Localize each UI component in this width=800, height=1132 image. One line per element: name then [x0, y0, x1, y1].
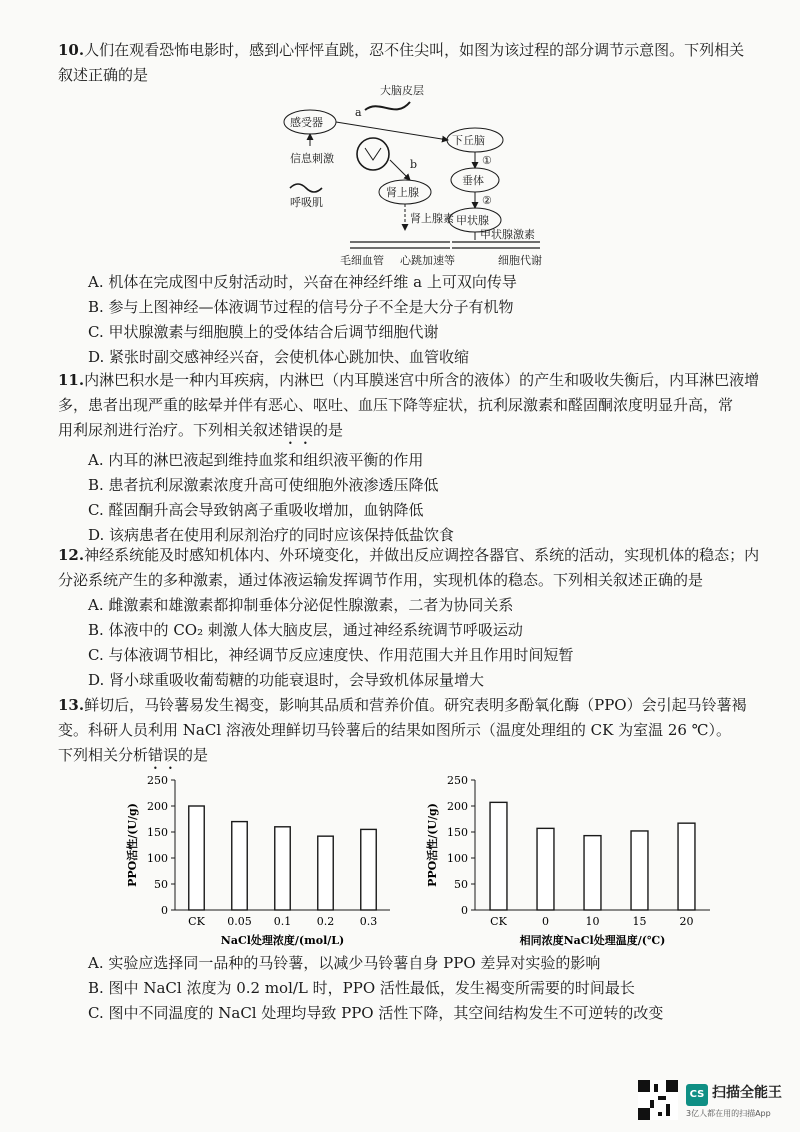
option-c: C. 与体液调节相比，神经调节反应速度快、作用范围大并且作用时间短暂	[88, 646, 574, 664]
scanner-watermark	[638, 1080, 798, 1126]
chart-nacl-concentration	[120, 770, 400, 950]
y-tick-label: 150	[147, 826, 168, 839]
question-stem	[58, 368, 778, 393]
label-breath-muscle: 呼吸肌	[290, 196, 323, 209]
option-a: A. 雌激素和雄激素都抑制垂体分泌促性腺激素，二者为协同关系	[88, 596, 514, 614]
spinal-cord-icon	[357, 138, 389, 170]
question-stem	[58, 693, 778, 718]
question-stem	[58, 543, 778, 568]
option-a: A. 实验应选择同一品种的马铃薯，以减少马铃薯自身 PPO 差异对实验的影响	[88, 954, 601, 972]
label-cortex: 大脑皮层	[380, 84, 424, 97]
y-tick-label: 200	[447, 800, 468, 813]
bar	[678, 823, 695, 910]
regulation-diagram	[270, 80, 570, 270]
x-tick-label: 0.05	[227, 915, 252, 928]
y-tick-label: 100	[447, 852, 468, 865]
x-tick-label: 0.1	[273, 915, 292, 928]
arrow-a	[336, 122, 448, 140]
app-name: 扫描全能王	[712, 1085, 782, 1101]
option-d: D. 该病患者在使用利尿剂治疗的同时应该保持低盐饮食	[88, 526, 455, 544]
y-tick-label: 200	[147, 800, 168, 813]
muscle-icon	[290, 184, 322, 192]
stem-text: 的是	[313, 421, 344, 439]
question-number: 10.	[58, 41, 85, 59]
x-tick-label: 20	[679, 915, 694, 928]
option-c: C. 甲状腺激素与细胞膜上的受体结合后调节细胞代谢	[88, 323, 439, 341]
option-a: A. 机体在完成图中反射活动时，兴奋在神经纤维 a 上可双向传导	[88, 273, 517, 291]
y-tick-label: 50	[454, 878, 468, 891]
bar	[318, 836, 333, 910]
label-adrenal: 肾上腺	[386, 186, 419, 199]
y-axis-label: PPO活性/(U/g)	[126, 803, 139, 887]
stem-line: 内淋巴积水是一种内耳疾病，内淋巴（内耳膜迷宫中所含的液体）的产生和吸收失衡后，内耳淋巴液增	[84, 371, 760, 389]
bar	[361, 829, 376, 910]
stem-line: 人们在观看恐怖电影时，感到心怦怦直跳，忍不住尖叫，如图为该过程的部分调节示意图。下列相关	[84, 41, 745, 59]
stem-line: 鲜切后，马铃薯易发生褐变，影响其品质和营养价值。研究表明多酚氧化酶（PPO）会引起马铃薯褐	[84, 696, 747, 714]
option-list	[58, 270, 778, 370]
x-tick-label: 0	[542, 915, 549, 928]
y-tick-label: 150	[447, 826, 468, 839]
arrow-b	[390, 160, 410, 180]
y-tick-label: 0	[461, 904, 468, 917]
label-receptor: 感受器	[290, 116, 323, 129]
stem-line	[58, 418, 778, 448]
emphasis-text: 错误	[148, 746, 179, 764]
stem-line: 神经系统能及时感知机体内、外环境变化，并做出反应调控各器官、系统的活动，实现机体的稳态；内	[84, 546, 760, 564]
question-number: 11.	[58, 371, 85, 389]
stem-line: 变。科研人员利用 NaCl 溶液处理鲜切马铃薯后的结果如图所示（温度处理组的 CK 为室温 26 ℃）。	[58, 721, 732, 739]
question-number: 12.	[58, 546, 85, 564]
stem-text: 下列相关分析	[58, 746, 149, 764]
bar	[631, 831, 648, 910]
stem-text: 的是	[178, 746, 209, 764]
y-tick-label: 50	[154, 878, 168, 891]
stem-line: 叙述正确的是	[58, 66, 149, 84]
label-stimulus: 信息刺激	[290, 152, 334, 165]
option-a: A. 内耳的淋巴液起到维持血浆和组织液平衡的作用	[88, 451, 424, 469]
y-tick-label: 250	[447, 774, 468, 787]
x-axis-label: NaCl处理浓度/(mol/L)	[220, 934, 345, 947]
y-tick-label: 0	[161, 904, 168, 917]
y-tick-label: 250	[147, 774, 168, 787]
label-effect-heart: 心跳加速等	[400, 254, 455, 267]
label-step1: ①	[482, 154, 492, 167]
option-b: B. 体液中的 CO₂ 刺激人体大脑皮层，通过神经系统调节呼吸运动	[88, 621, 523, 639]
question-stem	[58, 38, 778, 63]
x-tick-label: CK	[188, 915, 205, 928]
x-tick-label: 15	[632, 915, 647, 928]
stem-line: 分泌系统产生的多种激素，通过体液运输发挥调节作用，实现机体的稳态。下列相关叙述正确的是	[58, 571, 704, 589]
label-pituitary: 垂体	[462, 174, 484, 187]
option-b: B. 图中 NaCl 浓度为 0.2 mol/L 时，PPO 活性最低，发生褐变所需要的时间最长	[88, 979, 635, 997]
label-effect-vessel: 毛细血管	[340, 254, 384, 267]
stem-line	[58, 743, 778, 773]
bar	[232, 822, 247, 910]
bar	[275, 827, 290, 910]
bar	[490, 802, 507, 910]
option-list	[58, 951, 778, 1026]
stem-text: 用利尿剂进行治疗。下列相关叙述	[58, 421, 284, 439]
option-c: C. 图中不同温度的 NaCl 处理均导致 PPO 活性下降，其空间结构发生不可逆转的改变	[88, 1004, 664, 1022]
emphasis-text: 错误	[283, 421, 314, 439]
label-epinephrine: 肾上腺素	[410, 212, 454, 225]
app-tagline: 3亿人都在用的扫描App	[686, 1109, 771, 1118]
bar	[537, 828, 554, 910]
label-a: a	[355, 106, 362, 119]
option-d: D. 肾小球重吸收葡萄糖的功能衰退时，会导致机体尿量增大	[88, 671, 485, 689]
option-d: D. 紧张时副交感神经兴奋，会使机体心跳加快、血管收缩	[88, 348, 470, 366]
chart-nacl-temperature	[420, 770, 720, 950]
cs-logo: CS	[686, 1084, 708, 1106]
bar	[189, 806, 204, 910]
stem-line: 多，患者出现严重的眩晕并伴有恶心、呕吐、血压下降等症状，抗利尿激素和醛固酮浓度明显升高，常	[58, 396, 734, 414]
question-number: 13.	[58, 696, 85, 714]
label-step2: ②	[482, 194, 492, 207]
label-thyroid: 甲状腺	[456, 214, 489, 227]
cortex-nerve-shape	[365, 102, 410, 110]
x-axis-label: 相同浓度NaCl处理温度/(℃)	[519, 934, 666, 947]
label-effect-cell: 细胞代谢	[498, 254, 542, 267]
x-tick-label: 0.3	[359, 915, 378, 928]
y-tick-label: 100	[147, 852, 168, 865]
label-hypothalamus: 下丘脑	[452, 134, 485, 147]
option-c: C. 醛固酮升高会导致钠离子重吸收增加，血钠降低	[88, 501, 424, 519]
x-tick-label: 0.2	[316, 915, 335, 928]
option-b: B. 患者抗利尿激素浓度升高可使细胞外液渗透压降低	[88, 476, 439, 494]
question-12	[58, 543, 778, 693]
question-11	[58, 368, 778, 548]
bar	[584, 836, 601, 910]
label-thyroxine: 甲状腺激素	[480, 228, 535, 241]
label-b: b	[410, 158, 418, 171]
x-tick-label: CK	[490, 915, 507, 928]
y-axis-label: PPO活性/(U/g)	[426, 803, 439, 887]
spinal-core	[365, 148, 381, 160]
x-tick-label: 10	[585, 915, 600, 928]
qr-code-icon	[638, 1080, 678, 1120]
option-b: B. 参与上图神经—体液调节过程的信号分子不全是大分子有机物	[88, 298, 514, 316]
